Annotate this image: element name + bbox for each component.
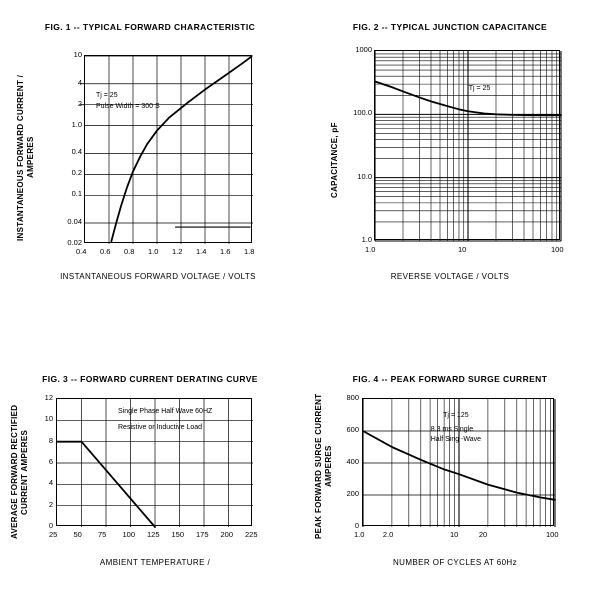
- figure-1-plot-area: [84, 55, 252, 243]
- figure-4-title: FIG. 4 -- PEAK FORWARD SURGE CURRENT: [352, 374, 548, 384]
- figure-4-y-axis-label: PEAK FORWARD SURGE CURRENT AMPERES: [314, 393, 333, 539]
- figure-2: FIG. 2 -- TYPICAL JUNCTION CAPACITANCE CAPACITANCE, pF REVERSE VOLTAGE / VOLTS 1.0 10 100 1000 100.0 10.0 1.0 Tj = 25: [300, 0, 600, 300]
- figure-3-y-axis-label: AVERAGE FORWARD RECTIFIED CURRENT AMPERES: [10, 404, 29, 540]
- figure-4: FIG. 4 -- PEAK FORWARD SURGE CURRENT PEAK FORWARD SURGE CURRENT AMPERES NUMBER OF CYCLES AT 60Hz 1.0 2.0 10 20 100 800 600 400 200 0 Tj = 125 8.3 ms Single Half Sing -Wave: [300, 300, 600, 600]
- figure-3-x-axis-label: AMBIENT TEMPERATURE /: [99, 558, 211, 567]
- figure-2-y-axis-label: CAPACITANCE, pF: [330, 122, 339, 198]
- figure-1: FIG. 1 -- TYPICAL FORWARD CHARACTERISTIC INSTANTANEOUS FORWARD CURRENT / AMPERES INSTANTANEOUS FORWARD VOLTAGE / VOLTS 0.4 0.6 0.8 1.0 1.2 1.4 1.6 1.8 10 4 2 1.0 0.4 0.2 0.1 0.04 0.02 Tj = 25 Pulse Width = 300 S: [0, 0, 300, 300]
- figure-3: FIG. 3 -- FORWARD CURRENT DERATING CURVE AVERAGE FORWARD RECTIFIED CURRENT AMPERES AMBIENT TEMPERATURE / 25 50 75 100 125 150 175 200 225 12 10 8 6 4 2 0 Single Phase Half Wave 60HZ Resistive or Inductive Load: [0, 300, 300, 600]
- figure-2-plot-area: [374, 50, 560, 240]
- figure-1-x-axis-label: INSTANTANEOUS FORWARD VOLTAGE / VOLTS: [60, 272, 256, 281]
- figure-1-title: FIG. 1 -- TYPICAL FORWARD CHARACTERISTIC: [44, 22, 256, 32]
- figure-3-plot-area: [56, 398, 252, 526]
- figure-1-y-axis-label: INSTANTANEOUS FORWARD CURRENT / AMPERES: [16, 74, 35, 241]
- figure-2-x-axis-label: REVERSE VOLTAGE / VOLTS: [390, 272, 510, 281]
- figure-2-title: FIG. 2 -- TYPICAL JUNCTION CAPACITANCE: [352, 22, 548, 32]
- figure-4-x-axis-label: NUMBER OF CYCLES AT 60Hz: [393, 558, 517, 567]
- figure-3-title: FIG. 3 -- FORWARD CURRENT DERATING CURVE: [42, 374, 258, 384]
